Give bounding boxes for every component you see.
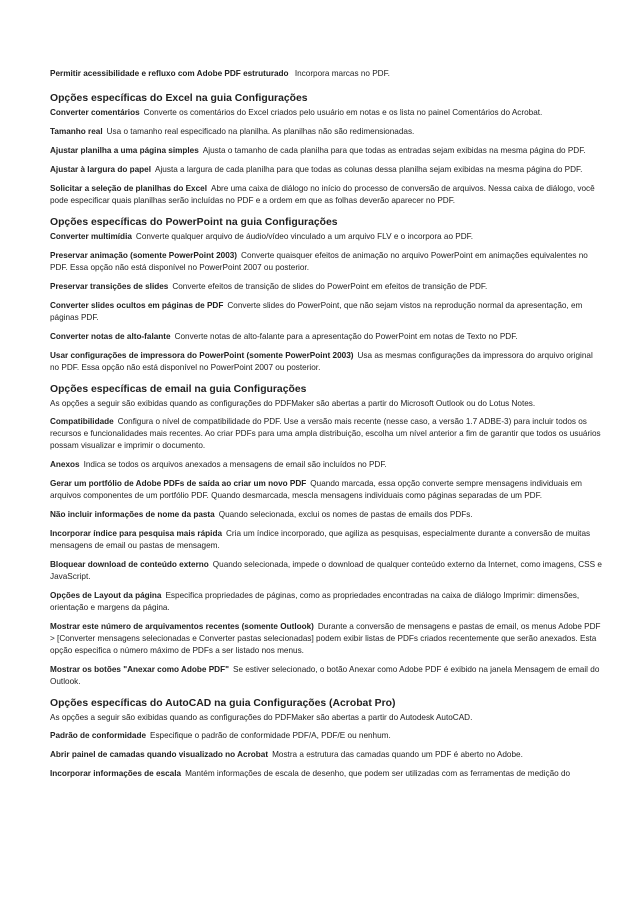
item-term: Não incluir informações de nome da pasta: [50, 510, 215, 519]
item-description: Converte quaisquer efeitos de animação no arquivo PowerPoint em animações equivalentes no PDF. Essa opção não está disponível no PowerPoint 2007 ou posterior.: [50, 251, 588, 272]
item-description: Abre uma caixa de diálogo no início do processo de conversão de arquivos. Nessa caixa de diálogo, você pode especificar quais planilhas serão incluídas no PDF e a ordem em que as folhas deverão aparecer no PDF.: [50, 184, 595, 205]
item-description: Durante a conversão de mensagens e pastas de email, os menus Adobe PDF > [Converter mensagens selecionadas e Converter pastas selecionadas] podem exibir listas de PDFs criados recentemente que serão anexados. Esta opção especifica o número máximo de PDFs a ser listado nos menus.: [50, 622, 601, 655]
item-term: Preservar transições de slides: [50, 282, 169, 291]
item-description: Especifique o padrão de conformidade PDF/A, PDF/E ou nenhum.: [150, 731, 391, 740]
list-item: [50, 126, 602, 138]
intro-term: Permitir acessibilidade e refluxo com Adobe PDF estruturado: [50, 69, 289, 78]
item-description: Converte slides do PowerPoint, que não sejam vistos na reprodução normal da apresentação, em páginas PDF.: [50, 301, 583, 322]
section-email: [50, 383, 602, 688]
item-term: Padrão de conformidade: [50, 731, 146, 740]
section-title: [50, 216, 602, 229]
list-item: [50, 528, 602, 552]
item-term: Usar configurações de impressora do PowerPoint (somente PowerPoint 2003): [50, 351, 354, 360]
item-term: Mostrar este número de arquivamentos recentes (somente Outlook): [50, 622, 314, 631]
section-powerpoint: [50, 216, 602, 374]
item-term: Anexos: [50, 460, 80, 469]
item-description: Ajusta o tamanho de cada planilha para que todas as entradas sejam exibidas na mesma página do PDF.: [202, 146, 586, 155]
list-item: [50, 590, 602, 614]
list-item: [50, 559, 602, 583]
item-term: Gerar um portfólio de Adobe PDFs de saída ao criar um novo PDF: [50, 479, 307, 488]
item-description: Cria um índice incorporado, que agiliza as pesquisas, especialmente durante a conversão de muitas mensagens de email ou pastas de mensagem.: [50, 529, 591, 550]
item-description: Configura o nível de compatibilidade do PDF. Use a versão mais recente (nesse caso, a versão 1.7 ADBE-3) para incluir todos os recursos e funcionalidades mais recentes. Ao criar PDFs para uma ampla distribuição, escolha um nível anterior a fim de garantir que todos os usuários possam visualizar e imprimir o documento.: [50, 417, 601, 450]
section-title: [50, 697, 602, 710]
list-item: [50, 730, 602, 742]
list-item: [50, 509, 602, 521]
item-description: Mostra a estrutura das camadas quando um PDF é aberto no Adobe.: [272, 750, 523, 759]
item-term: Converter multimídia: [50, 232, 132, 241]
list-item: [50, 768, 602, 780]
item-term: Converter notas de alto-falante: [50, 332, 171, 341]
list-item: [50, 164, 602, 176]
item-term: Incorporar índice para pesquisa mais rápida: [50, 529, 222, 538]
section-description: As opções a seguir são exibidas quando as configurações do PDFMaker são abertas a partir do Autodesk AutoCAD.: [50, 713, 473, 722]
list-item: [50, 749, 602, 761]
list-item: [50, 621, 602, 657]
section-description: As opções a seguir são exibidas quando as configurações do PDFMaker são abertas a partir do Microsoft Outlook ou do Lotus Notes.: [50, 399, 536, 408]
section-autocad: [50, 697, 602, 780]
item-description: Especifica propriedades de páginas, como as propriedades encontradas na caixa de diálogo Imprimir: dimensões, orientação e margens da página.: [50, 591, 580, 612]
list-item: [50, 416, 602, 452]
item-term: Converter comentários: [50, 108, 140, 117]
item-description: Ajusta a largura de cada planilha para que todas as colunas dessa planilha sejam exibidas na mesma página do PDF.: [155, 165, 583, 174]
section-title-text: Opções específicas do PowerPoint na guia Configurações: [50, 217, 338, 228]
item-term: Abrir painel de camadas quando visualizado no Acrobat: [50, 750, 269, 759]
list-item: [50, 350, 602, 374]
item-term: Solicitar a seleção de planilhas do Excel: [50, 184, 207, 193]
item-description: Quando selecionada, exclui os nomes de pastas de emails dos PDFs.: [218, 510, 473, 519]
item-description: Converte efeitos de transição de slides do PowerPoint em efeitos de transição de PDF.: [172, 282, 488, 291]
item-description: Converte notas de alto-falante para a apresentação do PowerPoint em notas de Texto no PDF.: [174, 332, 518, 341]
list-item: [50, 281, 602, 293]
intro-paragraph: [50, 68, 602, 80]
item-term: Preservar animação (somente PowerPoint 2003): [50, 251, 238, 260]
item-description: Quando selecionada, impede o download de qualquer conteúdo externo da Internet, como imagens, CSS e JavaScript.: [50, 560, 602, 581]
section-title-text: Opções específicas do AutoCAD na guia Configurações (Acrobat Pro): [50, 698, 396, 709]
section-title-text: Opções específicas de email na guia Configurações: [50, 384, 307, 395]
list-item: [50, 331, 602, 343]
list-item: [50, 145, 602, 157]
list-item: [50, 250, 602, 274]
item-term: Tamanho real: [50, 127, 103, 136]
item-description: Converte qualquer arquivo de áudio/vídeo vinculado a um arquivo FLV e o incorpora ao PDF.: [135, 232, 474, 241]
item-term: Compatibilidade: [50, 417, 114, 426]
item-description: Quando marcada, essa opção converte sempre mensagens individuais em arquivos componentes de um portfólio PDF. Quando desmarcada, mescla mensagens individuais como páginas separadas de um PDF.: [50, 479, 582, 500]
item-term: Mostrar os botões "Anexar como Adobe PDF": [50, 665, 229, 674]
item-description: Converte os comentários do Excel criados pelo usuário em notas e os lista no painel Comentários do Acrobat.: [143, 108, 543, 117]
intro-desc: Incorpora marcas no PDF.: [294, 69, 390, 78]
section-title: [50, 383, 602, 396]
section-title-text: Opções específicas do Excel na guia Configurações: [50, 93, 308, 104]
item-description: Mantém informações de escala de desenho, que podem ser utilizadas com as ferramentas de medição do: [185, 769, 571, 778]
list-item: [50, 107, 602, 119]
list-item: [50, 300, 602, 324]
list-item: [50, 231, 602, 243]
item-term: Bloquear download de conteúdo externo: [50, 560, 209, 569]
item-description: Se estiver selecionado, o botão Anexar como Adobe PDF é exibido na janela Mensagem de email do Outlook.: [50, 665, 600, 686]
list-item: [50, 459, 602, 471]
item-term: Incorporar informações de escala: [50, 769, 182, 778]
section-title: [50, 92, 602, 105]
section-excel: [50, 92, 602, 207]
document-page: [50, 68, 602, 789]
item-description: Indica se todos os arquivos anexados a mensagens de email são incluídos no PDF.: [83, 460, 387, 469]
list-item: [50, 183, 602, 207]
item-term: Converter slides ocultos em páginas de PDF: [50, 301, 224, 310]
item-term: Ajustar à largura do papel: [50, 165, 152, 174]
list-item: [50, 664, 602, 688]
item-description: Usa o tamanho real especificado na planilha. As planilhas não são redimensionadas.: [106, 127, 415, 136]
item-description: Usa as mesmas configurações da impressora do arquivo original no PDF. Essa opção não está disponível no PowerPoint 2007 ou posterior.: [50, 351, 593, 372]
list-item: [50, 478, 602, 502]
item-term: Opções de Layout da página: [50, 591, 162, 600]
item-term: Ajustar planilha a uma página simples: [50, 146, 199, 155]
